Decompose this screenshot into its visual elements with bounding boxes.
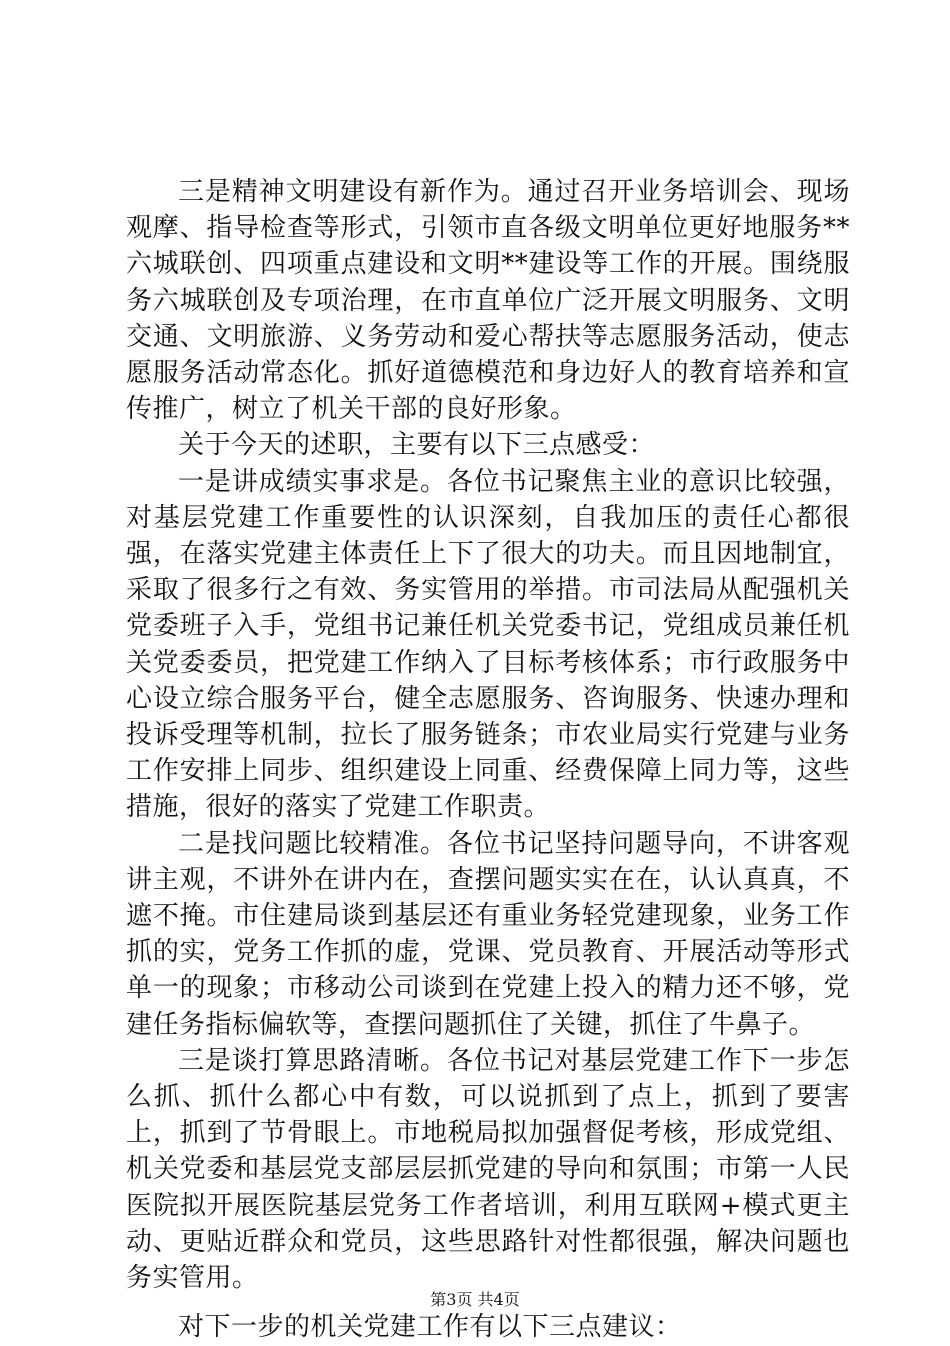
page-footer: 第3页 共4页 xyxy=(430,1290,520,1309)
paragraph-feeling-three: 三是谈打算思路清晰。各位书记对基层党建工作下一步怎么抓、抓什么都心中有数，可以说抓到了点上，抓到了要害上，抓到了节骨眼上。市地税局拟加强督促考核，形成党组、机关党委和基层党支部层层抓党建的导向和氛围；市第一人民医院拟开展医院基层党务工作者培训，利用互联网+模式更主动、更贴近群众和党员，这些思路针对性都很强，解决问题也务实管用。 xyxy=(126,1045,850,1294)
paragraph-feelings-intro: 关于今天的述职，主要有以下三点感受： xyxy=(178,430,656,461)
paragraph-feeling-two: 二是找问题比较精准。各位书记坚持问题导向，不讲客观讲主观，不讲外在讲内在，查摆问题实实在在，认认真真，不遮不掩。市住建局谈到基层还有重业务轻党建现象，业务工作抓的实，党务工作抓的虚，党课、党员教育、开展活动等形式单一的现象；市移动公司谈到在党建上投入的精力还不够，党建任务指标偏软等，查摆问题抓住了关键，抓住了牛鼻子。 xyxy=(126,828,850,1040)
paragraph-spiritual-civilization: 三是精神文明建设有新作为。通过召开业务培训会、现场观摩、指导检查等形式，引领市直各级文明单位更好地服务**六城联创、四项重点建设和文明**建设等工作的开展。围绕服务六城联创及专项治理，在市直单位广泛开展文明服务、文明交通、文明旅游、义务劳动和爱心帮扶等志愿服务活动，使志愿服务活动常态化。抓好道德模范和身边好人的教育培养和宣传推广，树立了机关干部的良好形象。 xyxy=(126,177,850,425)
paragraph-feeling-one: 一是讲成绩实事求是。各位书记聚焦主业的意识比较强，对基层党建工作重要性的认识深刻，自我加压的责任心都很强，在落实党建主体责任上下了很大的功夫。而且因地制宜，采取了很多行之有效、务实管用的举措。市司法局从配强机关党委班子入手，党组书记兼任机关党委书记，党组成员兼任机关党委委员，把党建工作纳入了目标考核体系；市行政服务中心设立综合服务平台，健全志愿服务、咨询服务、快速办理和投诉受理等机制，拉长了服务链条；市农业局实行党建与业务工作安排上同步、组织建设上同重、经费保障上同力等，这些措施，很好的落实了党建工作职责。 xyxy=(126,466,850,823)
paragraph-suggestions-intro: 对下一步的机关党建工作有以下三点建议： xyxy=(178,1312,682,1343)
document-body xyxy=(126,174,850,1346)
